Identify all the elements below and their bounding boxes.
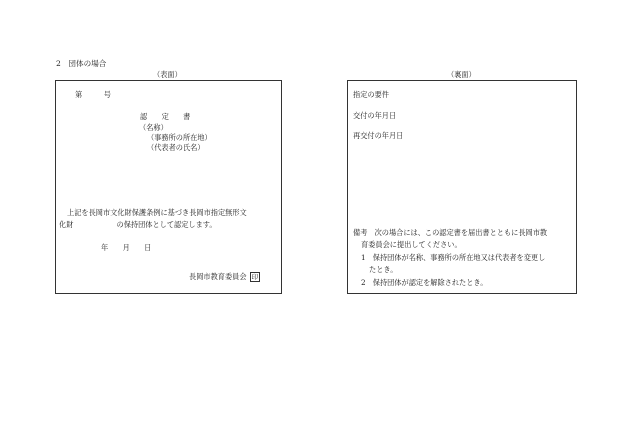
front-caption: （表面） bbox=[153, 70, 182, 79]
remarks-item2-line1: 2 保持団体が認定を解除されたとき。 bbox=[361, 278, 488, 287]
remarks-line1: 備考 次の場合には、この認定書を届出書とともに長岡市教 bbox=[353, 228, 548, 237]
reissue-date-label: 再交付の年月日 bbox=[353, 131, 404, 140]
front-certificate-frame bbox=[55, 80, 282, 294]
section-heading: 2 団体の場合 bbox=[56, 59, 107, 68]
remarks-line2: 育委員会に提出してください。 bbox=[361, 240, 462, 249]
date-label: 年 月 日 bbox=[101, 243, 152, 252]
seal-mark: 印 bbox=[251, 273, 259, 281]
certificate-number-label: 第 号 bbox=[75, 90, 111, 99]
issuer-line bbox=[189, 272, 260, 282]
remarks-item1-line1: 1 保持団体が名称、事務所の所在地又は代表者を変更し bbox=[361, 253, 546, 262]
remarks-item1-line2: たとき。 bbox=[369, 265, 398, 274]
issuer-name: 長岡市教育委員会 bbox=[189, 272, 247, 281]
office-address-label: （事務所の所在地） bbox=[147, 133, 212, 142]
back-caption: （裏面） bbox=[447, 70, 476, 79]
certificate-title: 認 定 書 bbox=[140, 112, 191, 121]
certification-statement-line2: 化財 の保持団体として認定します。 bbox=[59, 220, 217, 229]
back-certificate-frame bbox=[347, 80, 577, 294]
name-label: （名称） bbox=[139, 123, 168, 132]
requirements-label: 指定の要件 bbox=[353, 90, 389, 99]
representative-name-label: （代表者の氏名） bbox=[147, 143, 205, 152]
issue-date-label: 交付の年月日 bbox=[353, 111, 397, 120]
certification-statement-line1: 上記を長岡市文化財保護条例に基づき長岡市指定無形文 bbox=[67, 208, 247, 217]
